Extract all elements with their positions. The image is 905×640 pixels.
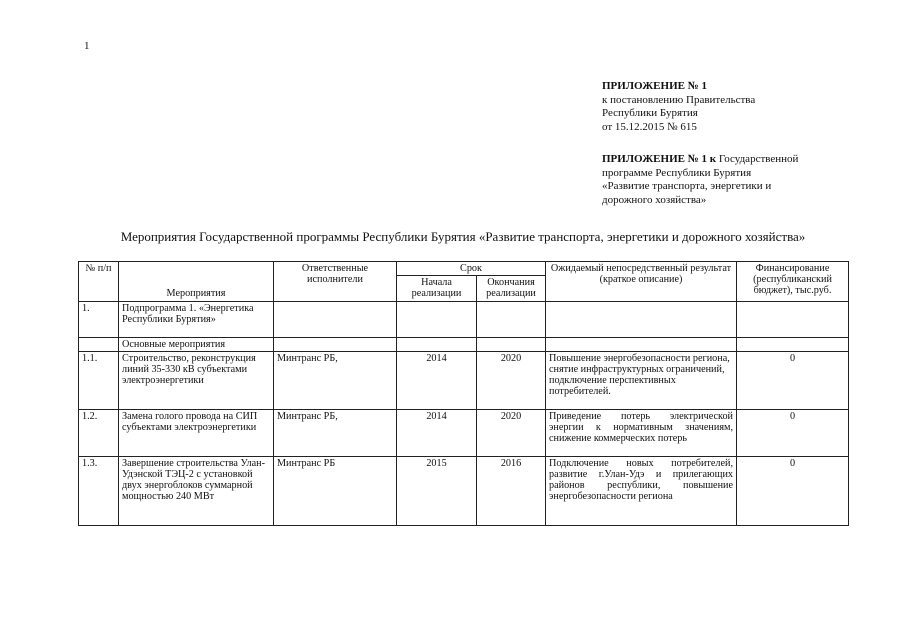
- appendix-1-heading: ПРИЛОЖЕНИЕ № 1: [602, 80, 708, 92]
- header-result: Ожидаемый непосредственный результат (краткое описание): [546, 262, 737, 302]
- header-financing: Финансирование (республиканский бюджет), тыс.руб.: [737, 262, 849, 302]
- empty-cell: [546, 301, 737, 337]
- header-event: Мероприятия: [119, 262, 274, 302]
- appendix-2-line3: «Развитие транспорта, энергетики и: [602, 180, 772, 192]
- row-end: 2020: [477, 409, 546, 456]
- row-start: 2014: [397, 409, 477, 456]
- empty-cell: [737, 337, 849, 351]
- empty-cell: [397, 337, 477, 351]
- appendix-1-line3: от 15.12.2015 № 615: [602, 120, 697, 133]
- empty-cell: [79, 337, 119, 351]
- row-financing: 0: [737, 351, 849, 409]
- row-executor: Минтранс РБ,: [274, 351, 397, 409]
- row-num: 1.1.: [79, 351, 119, 409]
- appendix-2-heading: ПРИЛОЖЕНИЕ № 1 к: [602, 153, 717, 165]
- header-term-end: Окончания реализации: [477, 276, 546, 301]
- appendix-2-line1-rest: Государственной: [716, 153, 799, 165]
- row-result: Приведение потерь электрической энергии к нормативным значениям, снижение коммерческих потерь: [546, 409, 737, 456]
- empty-cell: [274, 301, 397, 337]
- row-event: Замена голого провода на СИП субъектами электроэнергетики: [119, 409, 274, 456]
- row-executor: Минтранс РБ: [274, 456, 397, 525]
- row-event: Строительство, реконструкция линий 35-330 кВ субъектами электроэнергетики: [119, 351, 274, 409]
- header-num: № п/п: [79, 262, 119, 302]
- table-row: [79, 456, 849, 525]
- subprogram-name: Подпрограмма 1. «Энергетика Республики Бурятия»: [119, 301, 274, 337]
- appendix-2-block: [602, 153, 852, 207]
- main-events-label: Основные мероприятия: [119, 337, 274, 351]
- appendix-2-line2: программе Республики Бурятия: [602, 166, 752, 179]
- row-num: 1.2.: [79, 409, 119, 456]
- subprogram-num: 1.: [79, 301, 119, 337]
- header-term: Срок: [397, 262, 546, 276]
- empty-cell: [397, 301, 477, 337]
- row-executor: Минтранс РБ,: [274, 409, 397, 456]
- row-event: Завершение строительства Улан-Удэнской ТЭЦ-2 с установкой двух энергоблоков суммарной мощностью 240 МВт: [119, 456, 274, 525]
- empty-cell: [477, 337, 546, 351]
- row-end: 2020: [477, 351, 546, 409]
- table-row: [79, 351, 849, 409]
- main-events-row: [79, 337, 849, 351]
- appendix-2-line4: дорожного хозяйства»: [602, 193, 707, 206]
- row-financing: 0: [737, 456, 849, 525]
- row-start: 2015: [397, 456, 477, 525]
- appendix-1-block: [602, 80, 842, 134]
- empty-cell: [274, 337, 397, 351]
- appendix-1-line1: к постановлению Правительства: [602, 93, 756, 106]
- row-num: 1.3.: [79, 456, 119, 525]
- row-financing: 0: [737, 409, 849, 456]
- document-title: Мероприятия Государственной программы Республики Бурятия «Развитие транспорта, энергетики и дорожного хозяйства»: [120, 229, 806, 244]
- row-result: Повышение энергобезопасности региона, снятие инфраструктурных ограничений, подключение перспективных потребителей.: [546, 351, 737, 409]
- appendix-1-line2: Республики Бурятия: [602, 107, 698, 119]
- subprogram-row: [79, 301, 849, 337]
- table-row: [79, 409, 849, 456]
- row-result: Подключение новых потребителей, развитие г.Улан-Удэ и прилегающих районов республики, повышение энергобезопасности региона: [546, 456, 737, 525]
- page-number: 1: [84, 40, 90, 52]
- empty-cell: [546, 337, 737, 351]
- empty-cell: [737, 301, 849, 337]
- measures-table: [78, 261, 849, 526]
- row-end: 2016: [477, 456, 546, 525]
- row-start: 2014: [397, 351, 477, 409]
- header-term-start: Начала реализации: [397, 276, 477, 301]
- header-row: [79, 262, 849, 276]
- header-executors: Ответственные исполнители: [274, 262, 397, 302]
- empty-cell: [477, 301, 546, 337]
- appendix-2-first-line: [602, 153, 852, 167]
